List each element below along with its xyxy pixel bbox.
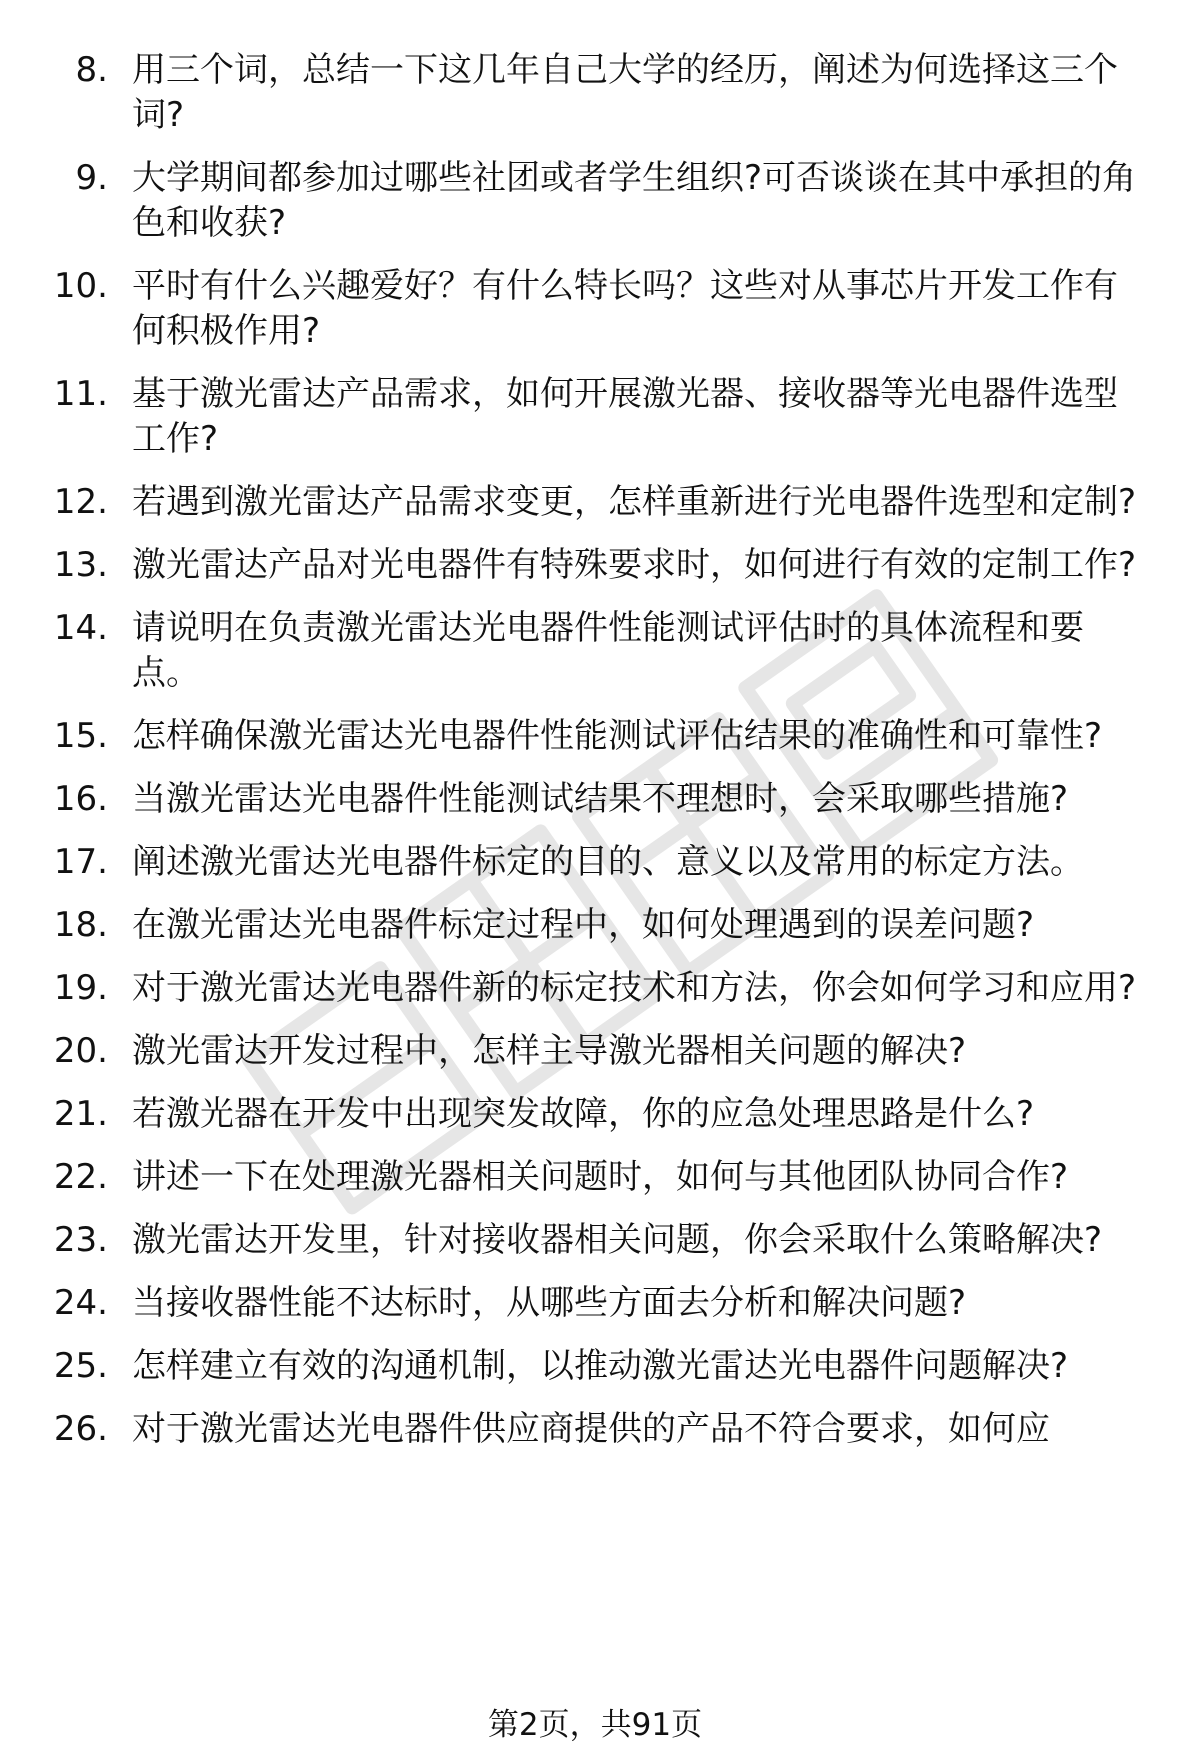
question-text: 用三个词，总结一下这几年自己大学的经历，阐述为何选择这三个词?: [132, 50, 1118, 135]
list-item: [0, 156, 1190, 246]
question-number: 21.: [53, 1094, 108, 1134]
list-item: [0, 777, 1190, 822]
list-item: [0, 606, 1190, 696]
question-text: 平时有什么兴趣爱好？有什么特长吗？这些对从事芯片开发工作有何积极作用?: [132, 266, 1118, 351]
list-item: [0, 1155, 1190, 1200]
list-item: [0, 543, 1190, 588]
question-text: 大学期间都参加过哪些社团或者学生组织?可否谈谈在其中承担的角色和收获?: [132, 158, 1137, 243]
question-number: 25.: [53, 1346, 108, 1386]
list-item: [0, 48, 1190, 138]
question-text: 阐述激光雷达光电器件标定的目的、意义以及常用的标定方法。: [132, 842, 1084, 882]
question-number: 26.: [53, 1409, 108, 1449]
question-number: 16.: [53, 779, 108, 819]
question-number: 15.: [53, 716, 108, 756]
question-text: 对于激光雷达光电器件供应商提供的产品不符合要求，如何应: [132, 1409, 1050, 1449]
question-text: 若激光器在开发中出现突发故障，你的应急处理思路是什么?: [132, 1094, 1035, 1134]
question-number: 23.: [53, 1220, 108, 1260]
list-item: [0, 1407, 1190, 1452]
question-text: 激光雷达产品对光电器件有特殊要求时，如何进行有效的定制工作?: [132, 545, 1137, 585]
question-text: 对于激光雷达光电器件新的标定技术和方法，你会如何学习和应用?: [132, 968, 1137, 1008]
question-number: 24.: [53, 1283, 108, 1323]
page-footer: 第2页，共91页: [487, 1707, 703, 1743]
list-item: [0, 1344, 1190, 1389]
list-item: [0, 372, 1190, 462]
list-item: [0, 1092, 1190, 1137]
question-number: 18.: [53, 905, 108, 945]
question-number: 22.: [53, 1157, 108, 1197]
question-number: 9.: [75, 158, 108, 198]
question-text: 讲述一下在处理激光器相关问题时，如何与其他团队协同合作?: [132, 1157, 1069, 1197]
list-item: [0, 1218, 1190, 1263]
question-text: 请说明在负责激光雷达光电器件性能测试评估时的具体流程和要点。: [132, 608, 1084, 693]
list-item: [0, 1029, 1190, 1074]
question-text: 当接收器性能不达标时，从哪些方面去分析和解决问题?: [132, 1283, 967, 1323]
question-number: 14.: [53, 608, 108, 648]
question-number: 8.: [75, 50, 108, 90]
list-item: [0, 480, 1190, 525]
question-number: 10.: [53, 266, 108, 306]
list-item: [0, 966, 1190, 1011]
list-item: [0, 903, 1190, 948]
question-number: 11.: [53, 374, 108, 414]
list-item: [0, 264, 1190, 354]
question-text: 激光雷达开发过程中，怎样主导激光器相关问题的解决?: [132, 1031, 967, 1071]
list-item: [0, 840, 1190, 885]
list-item: [0, 1281, 1190, 1326]
question-number: 19.: [53, 968, 108, 1008]
question-text: 当激光雷达光电器件性能测试结果不理想时，会采取哪些措施?: [132, 779, 1069, 819]
question-text: 若遇到激光雷达产品需求变更，怎样重新进行光电器件选型和定制?: [132, 482, 1137, 522]
question-text: 怎样建立有效的沟通机制，以推动激光雷达光电器件问题解决?: [132, 1346, 1069, 1386]
question-number: 20.: [53, 1031, 108, 1071]
question-text: 激光雷达开发里，针对接收器相关问题，你会采取什么策略解决?: [132, 1220, 1103, 1260]
question-text: 怎样确保激光雷达光电器件性能测试评估结果的准确性和可靠性?: [132, 716, 1103, 756]
question-list: [0, 48, 1190, 1470]
question-number: 13.: [53, 545, 108, 585]
question-number: 12.: [53, 482, 108, 522]
question-text: 在激光雷达光电器件标定过程中，如何处理遇到的误差问题?: [132, 905, 1035, 945]
question-number: 17.: [53, 842, 108, 882]
list-item: [0, 714, 1190, 759]
question-text: 基于激光雷达产品需求，如何开展激光器、接收器等光电器件选型工作?: [132, 374, 1118, 459]
